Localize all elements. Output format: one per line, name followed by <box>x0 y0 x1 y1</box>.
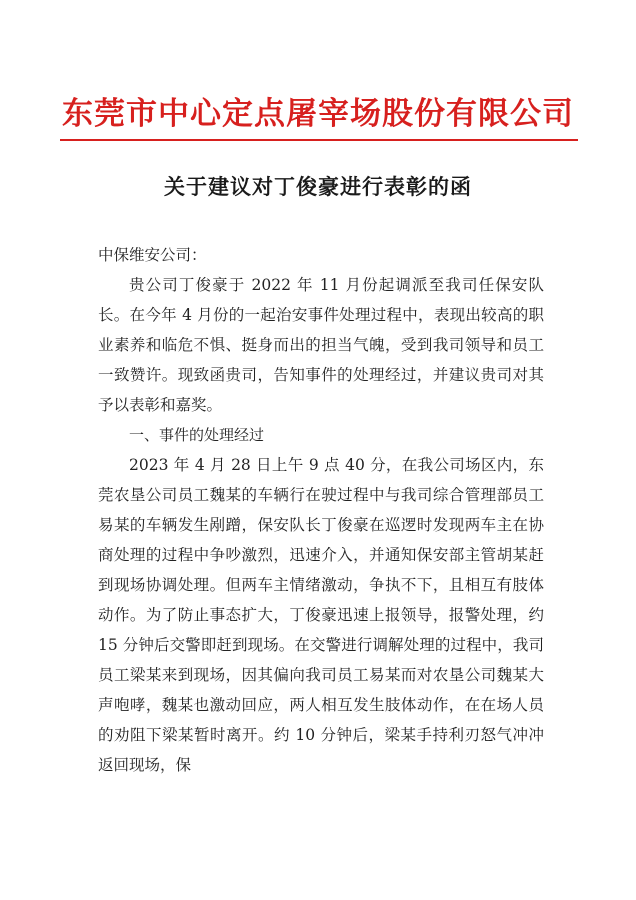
letterhead-company-name: 东莞市中心定点屠宰场股份有限公司 <box>62 96 574 132</box>
paragraph-incident: 2023 年 4 月 28 日上午 9 点 40 分，在我公司场区内，东莞农垦公司员工魏某的车辆行在驶过程中与我司综合管理部员工易某的车辆发生剐蹭，保安队长丁俊豪在巡逻时发现两车主在协商处理的过程中争吵激烈，迅速介入，并通知保安部主管胡某赶到现场协调处理。但两车主情绪激动，争执不下，且相互有肢体动作。为了防止事态扩大，丁俊豪迅速上报领导，报警处理，约 15 分钟后交警即赶到现场。在交警进行调解处理的过程中，我司员工梁某来到现场，因其偏向我司员工易某而对农垦公司魏某大声咆哮，魏某也激动回应，两人相互发生肢体动作，在在场人员的劝阻下梁某暂时离开。约 10 分钟后，梁某手持利刃怒气冲冲返回现场，保 <box>98 456 544 774</box>
paragraph-intro: 贵公司丁俊豪于 2022 年 11 月份起调派至我司任保安队长。在今年 4 月份的一起治安事件处理过程中，表现出较高的职业素养和临危不惧、挺身而出的担当气魄，受到我司领导和员工一致赞许。现致函贵司，告知事件的处理经过，并建议贵司对其予以表彰和嘉奖。 <box>98 276 544 414</box>
document-title: 关于建议对丁俊豪进行表彰的函 <box>164 175 472 199</box>
section-heading: 一、事件的处理经过 <box>129 426 265 444</box>
document-body <box>98 240 544 780</box>
letterhead-divider <box>60 139 578 141</box>
salutation: 中保维安公司： <box>98 246 207 264</box>
